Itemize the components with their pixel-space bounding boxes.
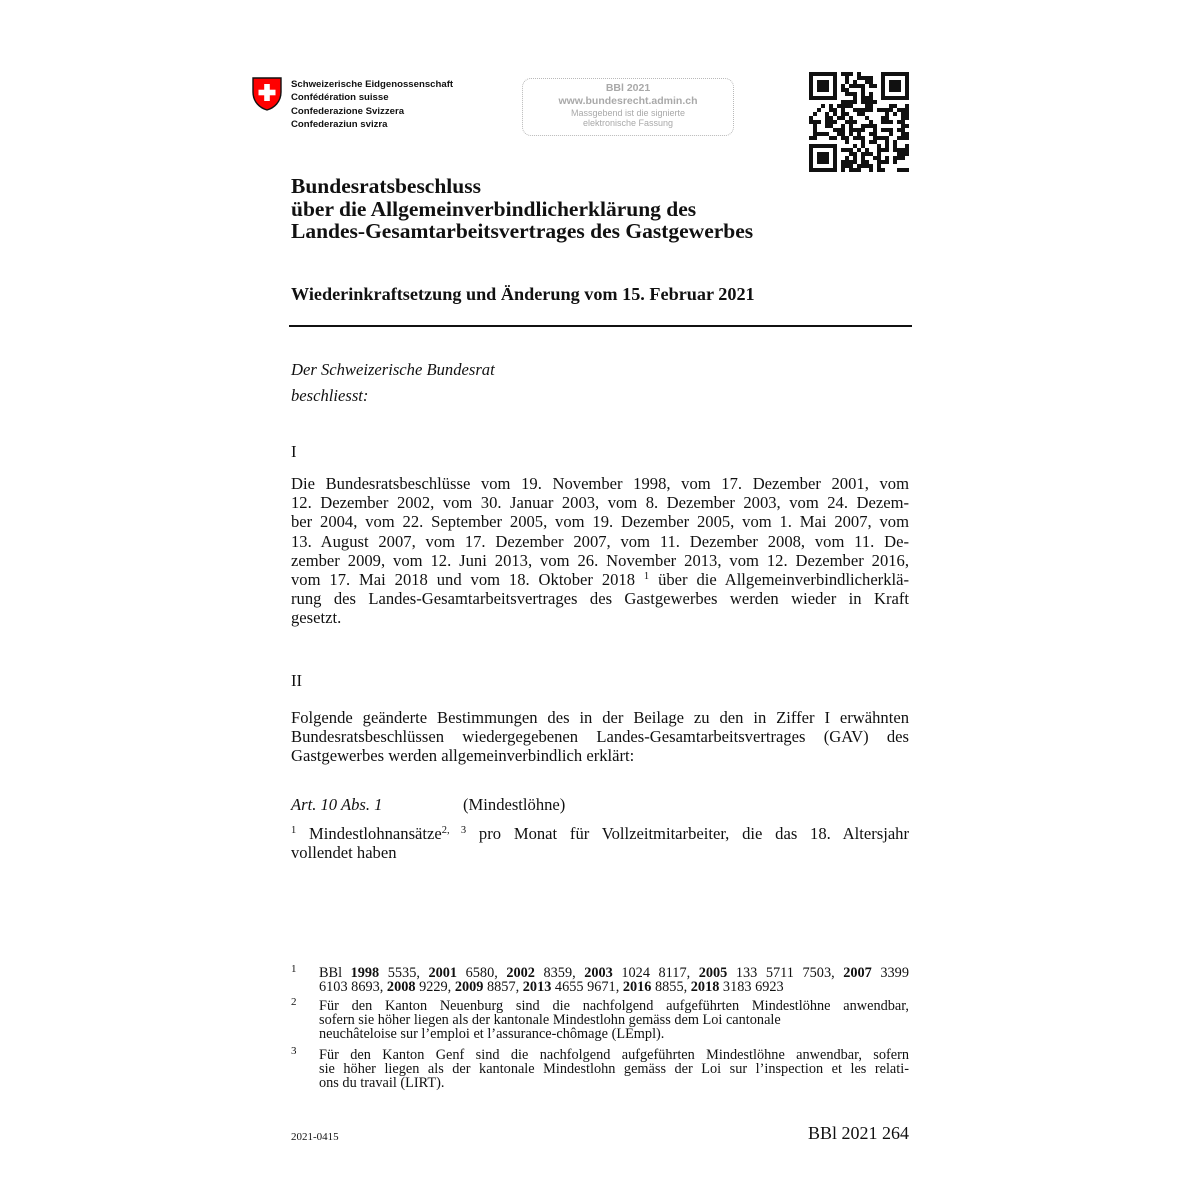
confed-line-de: Schweizerische Eidgenossenschaft [291,79,454,90]
title-line-2: über die Allgemeinverbindlicherklärung des [291,196,697,221]
art-line-2: vollendet haben [291,843,397,863]
para1-line-6-a: vom 17. Mai 2018 und vom 18. Oktober 2018 [291,570,636,590]
para1-line-6-b: über die Allgemeinverbindlicherklä- [658,570,910,590]
footnote-3-text [319,1048,909,1090]
para2-line-3: Gastgewerbes werden allgemeinverbindlich erklärt: [291,746,635,766]
footnote-ref-1: 1 [643,571,650,583]
document-subtitle: Wiederinkraftsetzung und Änderung vom 15. Februar 2021 [291,284,755,304]
footnote-2-line-2: sofern sie höher liegen als der kantonale Mindestlohn gemäss dem Loi cantonale [319,1012,781,1028]
article-heading [291,795,909,814]
document-number: 2021-0415 [291,1131,339,1143]
footnote-1-text [319,966,909,994]
paragraph-1 [291,474,909,628]
para1-line-4: 13. August 2007, vom 17. Dezember 2007, vom 11. Dezember 2008, vom 11. De- [291,531,909,551]
issuer: Der Schweizerische Bundesrat [291,360,495,379]
title-line-3: Landes-Gesamtarbeitsvertrages des Gastgewerbes [291,219,754,243]
article-title: (Mindestlöhne) [463,795,566,814]
footnote-3-line-2: sie höher liegen als der kantonale Mindestlohn gemäss der Loi sur l’inspection et les relati- [319,1061,909,1077]
art-line-1 [291,824,909,843]
footnote-1-number: 1 [291,963,297,975]
title-line-1: Bundesratsbeschluss [291,174,481,198]
decides: beschliesst: [291,386,369,405]
para2-line-2: Bundesratsbeschlüssen wiedergegebenen Landes-Gesamtarbeitsvertrages (GAV) des [291,727,909,747]
publication-stamp [522,78,734,136]
section-heading-2: II [291,671,303,690]
issuer-block [291,357,909,409]
qr-code-icon [809,72,909,172]
confed-line-fr: Confédération suisse [291,92,389,104]
footnote-1-line-1: BBl 1998 5535, 2001 6580, 2002 8359, 2003 1024 8117, 2005 133 5711 7503, 2007 3399 [319,965,909,981]
footnote-3-line-1: Für den Kanton Genf sind die nachfolgend aufgeführten Mindestlöhne anwendbar, sofern [319,1047,909,1063]
footnote-2-number: 2 [291,996,297,1008]
para1-line-2: 12. Dezember 2002, vom 30. Januar 2003, vom 8. Dezember 2003, vom 24. Dezem- [291,493,909,513]
footnote-2-line-3: neuchâteloise sur l’emploi et l’assurance-chômage (LEmpl). [319,1026,665,1042]
paragraph-2 [291,708,909,766]
para1-line-6 [291,570,909,589]
footnote-1-line-2: 6103 8693, 2008 9229, 2009 8857, 2013 4655 9671, 2016 8855, 2018 3183 6923 [319,979,784,995]
paragraph-number: 1 [291,825,297,836]
footnote-ref-2-3: 2, 3 [441,825,467,836]
confederation-names [291,78,453,132]
art-text-b: pro Monat für Vollzeitmitarbeiter, die das 18. Altersjahr [478,824,910,843]
footnote-3-number: 3 [291,1045,297,1057]
para1-line-8: gesetzt. [291,608,342,628]
stamp-url: www.bundesrecht.admin.ch [558,95,698,107]
para2-line-1: Folgende geänderte Bestimmungen des in der Beilage zu den in Ziffer I erwähnten [291,708,909,727]
confed-line-rm: Confederaziun svizra [291,119,388,131]
footnote-2-line-1: Für den Kanton Neuenburg sind die nachfolgend aufgeführten Mindestlöhne anwendbar, [319,998,909,1014]
para1-line-5: zember 2009, vom 12. Juni 2013, vom 26. November 2013, vom 12. Dezember 2016, [291,550,909,570]
swiss-crest-icon [252,77,282,111]
bbl-reference: BBl 2021 264 [807,1123,909,1143]
footnote-2-text [319,999,909,1041]
stamp-bbl: BBl 2021 [605,82,651,94]
footnote-3-line-3: ons du travail (LIRT). [319,1075,445,1091]
para1-line-7: rung des Landes-Gesamtarbeitsvertrages des Gastgewerbes werden wieder in Kraft [291,589,909,609]
para1-line-3: ber 2004, vom 22. September 2005, vom 19. Dezember 2005, vom 1. Mai 2007, vom [291,512,909,532]
document-title [291,175,753,243]
stamp-note-2: elektronische Fassung [582,118,674,128]
para1-line-1: Die Bundesratsbeschlüsse vom 19. November 1998, vom 17. Dezember 2001, vom [291,474,909,493]
article-paragraph-1 [291,824,909,862]
title-divider [289,325,912,327]
section-heading-1: I [291,442,297,461]
article-label: Art. 10 Abs. 1 [291,795,383,814]
confed-line-it: Confederazione Svizzera [291,105,405,117]
stamp-note-1: Massgebend ist die signierte [570,108,686,118]
art-text-a: Mindestlohnansätze [309,824,442,843]
